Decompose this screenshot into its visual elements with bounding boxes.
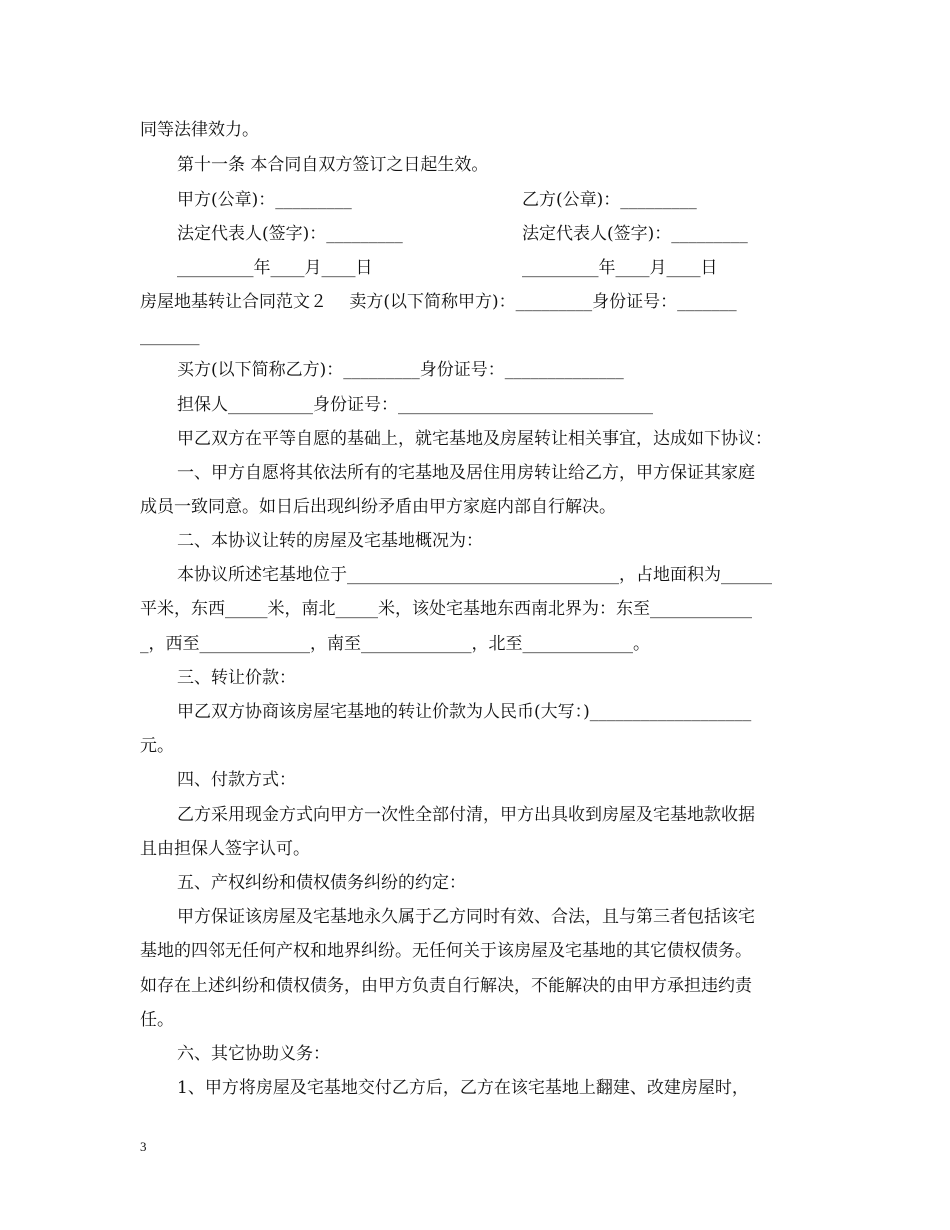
paragraph-line: 甲方保证该房屋及宅基地永久属于乙方同时有效、合法，且与第三者包括该宅 xyxy=(177,907,755,927)
paragraph-line: 成员一致同意。如日后出现纠纷矛盾由甲方家庭内部自行解决。 xyxy=(140,497,616,517)
paragraph-line: 任。 xyxy=(140,1010,174,1030)
paragraph-line: 1、甲方将房屋及宅基地交付乙方后，乙方在该宅基地上翻建、改建房屋时， xyxy=(177,1078,749,1098)
buyer-line: 买方(以下简称乙方)：_________身份证号：______________ xyxy=(177,360,624,380)
clause-six-heading: 六、其它协助义务： xyxy=(177,1044,330,1064)
paragraph-line: 基地的四邻无任何产权和地界纠纷。无任何关于该房屋及宅基地的其它债权债务。 xyxy=(140,941,752,961)
paragraph-line: 本协议所述宅基地位于________________________________，占地面积为______ xyxy=(177,565,772,585)
party-a-seal: 甲方(公章)：_________ xyxy=(177,190,352,210)
paragraph-line: 同等法律效力。 xyxy=(140,120,259,140)
paragraph-line: 如存在上述纠纷和债权债务，由甲方负责自行解决，不能解决的由甲方承担违约责 xyxy=(140,976,752,996)
party-b-representative: 法定代表人(签字)：_________ xyxy=(522,224,748,244)
paragraph-line: _，西至_____________，南至_____________，北至_____________。 xyxy=(140,634,650,654)
party-a-representative: 法定代表人(签字)：_________ xyxy=(177,224,403,244)
paragraph-line: 甲乙双方在平等自愿的基础上，就宅基地及房屋转让相关事宜，达成如下协议： xyxy=(177,429,772,449)
party-a-date: _________年____月____日 xyxy=(177,258,373,278)
guarantor-line: 担保人__________身份证号：______________________________ xyxy=(177,395,653,415)
party-b-date: _________年____月____日 xyxy=(522,258,718,278)
paragraph-line: 且由担保人签字认可。 xyxy=(140,839,310,859)
contract-title-line: 房屋地基转让合同范文２ 卖方(以下简称甲方)：_________身份证号：_______ xyxy=(140,292,737,312)
clause-two-heading: 二、本协议让转的房屋及宅基地概况为： xyxy=(177,531,483,551)
paragraph-line: 元。 xyxy=(140,736,174,756)
paragraph-line: 平米，东西_____米，南北_____米，该处宅基地东西南北界为：东至____________ xyxy=(140,599,752,619)
clause-three-heading: 三、转让价款： xyxy=(177,668,296,688)
clause-one: 一、甲方自愿将其依法所有的宅基地及居住用房转让给乙方，甲方保证其家庭 xyxy=(177,463,755,483)
clause-five-heading: 五、产权纠纷和债权债务纠纷的约定： xyxy=(177,873,466,893)
party-b-seal: 乙方(公章)：_________ xyxy=(522,190,697,210)
article-eleven: 第十一条 本合同自双方签订之日起生效。 xyxy=(177,155,489,175)
paragraph-line: 乙方采用现金方式向甲方一次性全部付清，甲方出具收到房屋及宅基地款收据 xyxy=(177,805,755,825)
page-number: 3 xyxy=(140,1139,147,1154)
paragraph-line: _______ xyxy=(140,326,200,346)
clause-four-heading: 四、付款方式： xyxy=(177,770,296,790)
paragraph-line: 甲乙双方协商该房屋宅基地的转让价款为人民币(大写：)___________________ xyxy=(177,702,752,722)
